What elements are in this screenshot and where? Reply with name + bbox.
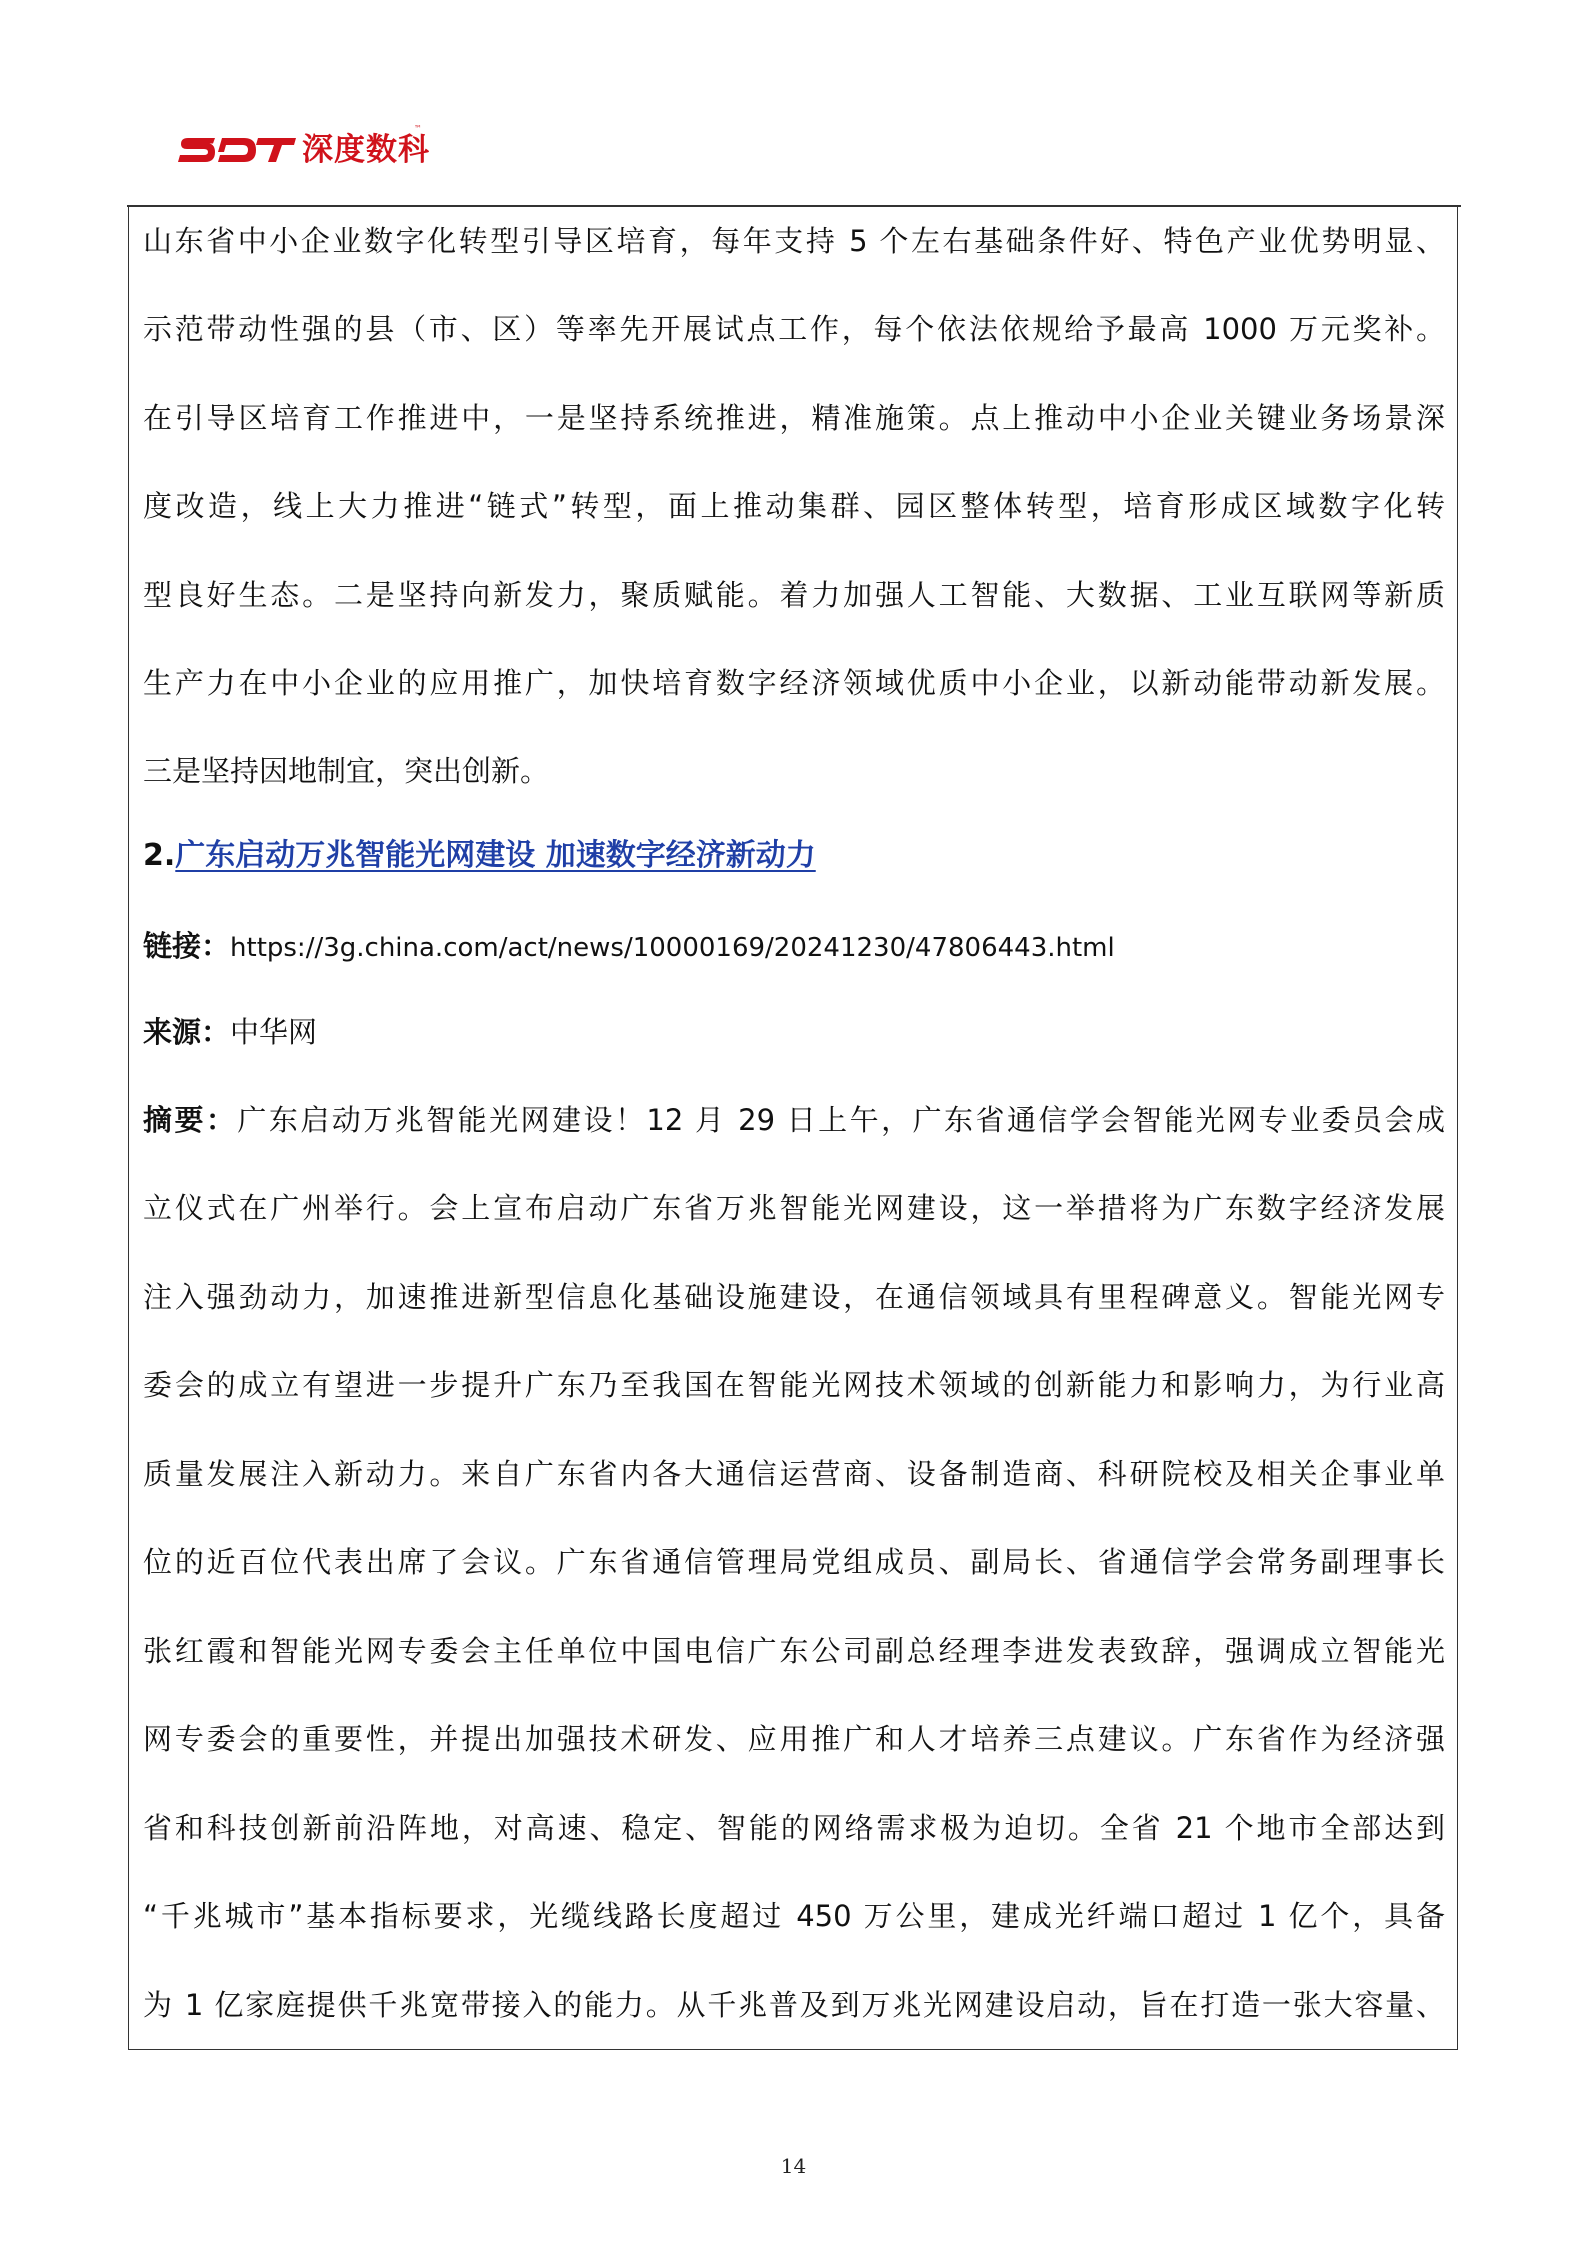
summary-line: 张红霞和智能光网专委会主任单位中国电信广东公司副总经理李进发表致辞，强调成立智能光 bbox=[143, 1634, 1445, 1668]
page-number: 14 bbox=[780, 2154, 807, 2178]
article-number: 2. bbox=[143, 838, 176, 873]
body-line: 度改造，线上大力推进“链式”转型，面上推动集群、园区整体转型，培育形成区域数字化转 bbox=[143, 489, 1445, 523]
summary-label: 摘要： bbox=[143, 1103, 238, 1137]
summary-line: 立仪式在广州举行。会上宣布启动广东省万兆智能光网建设，这一举措将为广东数字经济发展 bbox=[143, 1191, 1445, 1225]
sdt-logo bbox=[178, 124, 430, 172]
summary-line bbox=[143, 1100, 1445, 1140]
article-url[interactable]: https://3g.china.com/act/news/10000169/20241230/47806443.html bbox=[230, 933, 1115, 963]
link-label: 链接： bbox=[143, 929, 231, 963]
summary-line: 注入强劲动力，加速推进新型信息化基础设施建设，在通信领域具有里程碑意义。智能光网专 bbox=[143, 1280, 1445, 1314]
trademark-symbol: ™ bbox=[414, 124, 422, 133]
source-label: 来源： bbox=[143, 1015, 231, 1049]
summary-line: 位的近百位代表出席了会议。广东省通信管理局党组成员、副局长、省通信学会常务副理事长 bbox=[143, 1545, 1445, 1579]
body-line: 生产力在中小企业的应用推广，加快培育数字经济领域优质中小企业，以新动能带动新发展。 bbox=[143, 666, 1445, 700]
body-line: 山东省中小企业数字化转型引导区培育，每年支持 5 个左右基础条件好、特色产业优势明显、 bbox=[143, 224, 1445, 258]
sdt-logo-glyph bbox=[178, 135, 296, 165]
source-value: 中华网 bbox=[230, 1015, 318, 1049]
sdt-logo-chinese: 深度数科 bbox=[302, 132, 430, 168]
summary-line: 网专委会的重要性，并提出加强技术研发、应用推广和人才培养三点建议。广东省作为经济强 bbox=[143, 1722, 1445, 1756]
article-title-link[interactable]: 广东启动万兆智能光网建设 加速数字经济新动力 bbox=[175, 838, 816, 873]
body-line: 示范带动性强的县（市、区）等率先开展试点工作，每个依法依规给予最高 1000 万元奖补。 bbox=[143, 312, 1445, 346]
body-line: 在引导区培育工作推进中，一是坚持系统推进，精准施策。点上推动中小企业关键业务场景深 bbox=[143, 401, 1445, 435]
summary-line: “千兆城市”基本指标要求，光缆线路长度超过 450 万公里，建成光纤端口超过 1 亿个，具备 bbox=[143, 1899, 1445, 1933]
article-heading bbox=[143, 836, 1445, 876]
body-line: 型良好生态。二是坚持向新发力，聚质赋能。着力加强人工智能、大数据、工业互联网等新质 bbox=[143, 578, 1445, 612]
sdt-logo-mark bbox=[178, 128, 296, 172]
article-source-line bbox=[143, 1012, 1445, 1052]
summary-line: 为 1 亿家庭提供千兆宽带接入的能力。从千兆普及到万兆光网建设启动，旨在打造一张大容量、 bbox=[143, 1988, 1445, 2022]
summary-line: 质量发展注入新动力。来自广东省内各大通信运营商、设备制造商、科研院校及相关企事业单 bbox=[143, 1457, 1445, 1491]
summary-text: 广东启动万兆智能光网建设！12 月 29 日上午，广东省通信学会智能光网专业委员会成 bbox=[237, 1103, 1445, 1137]
summary-line: 省和科技创新前沿阵地，对高速、稳定、智能的网络需求极为迫切。全省 21 个地市全部达到 bbox=[143, 1811, 1445, 1845]
body-line: 三是坚持因地制宜，突出创新。 bbox=[143, 754, 550, 788]
article-link-line bbox=[143, 926, 1445, 968]
summary-line: 委会的成立有望进一步提升广东乃至我国在智能光网技术领域的创新能力和影响力，为行业高 bbox=[143, 1368, 1445, 1402]
